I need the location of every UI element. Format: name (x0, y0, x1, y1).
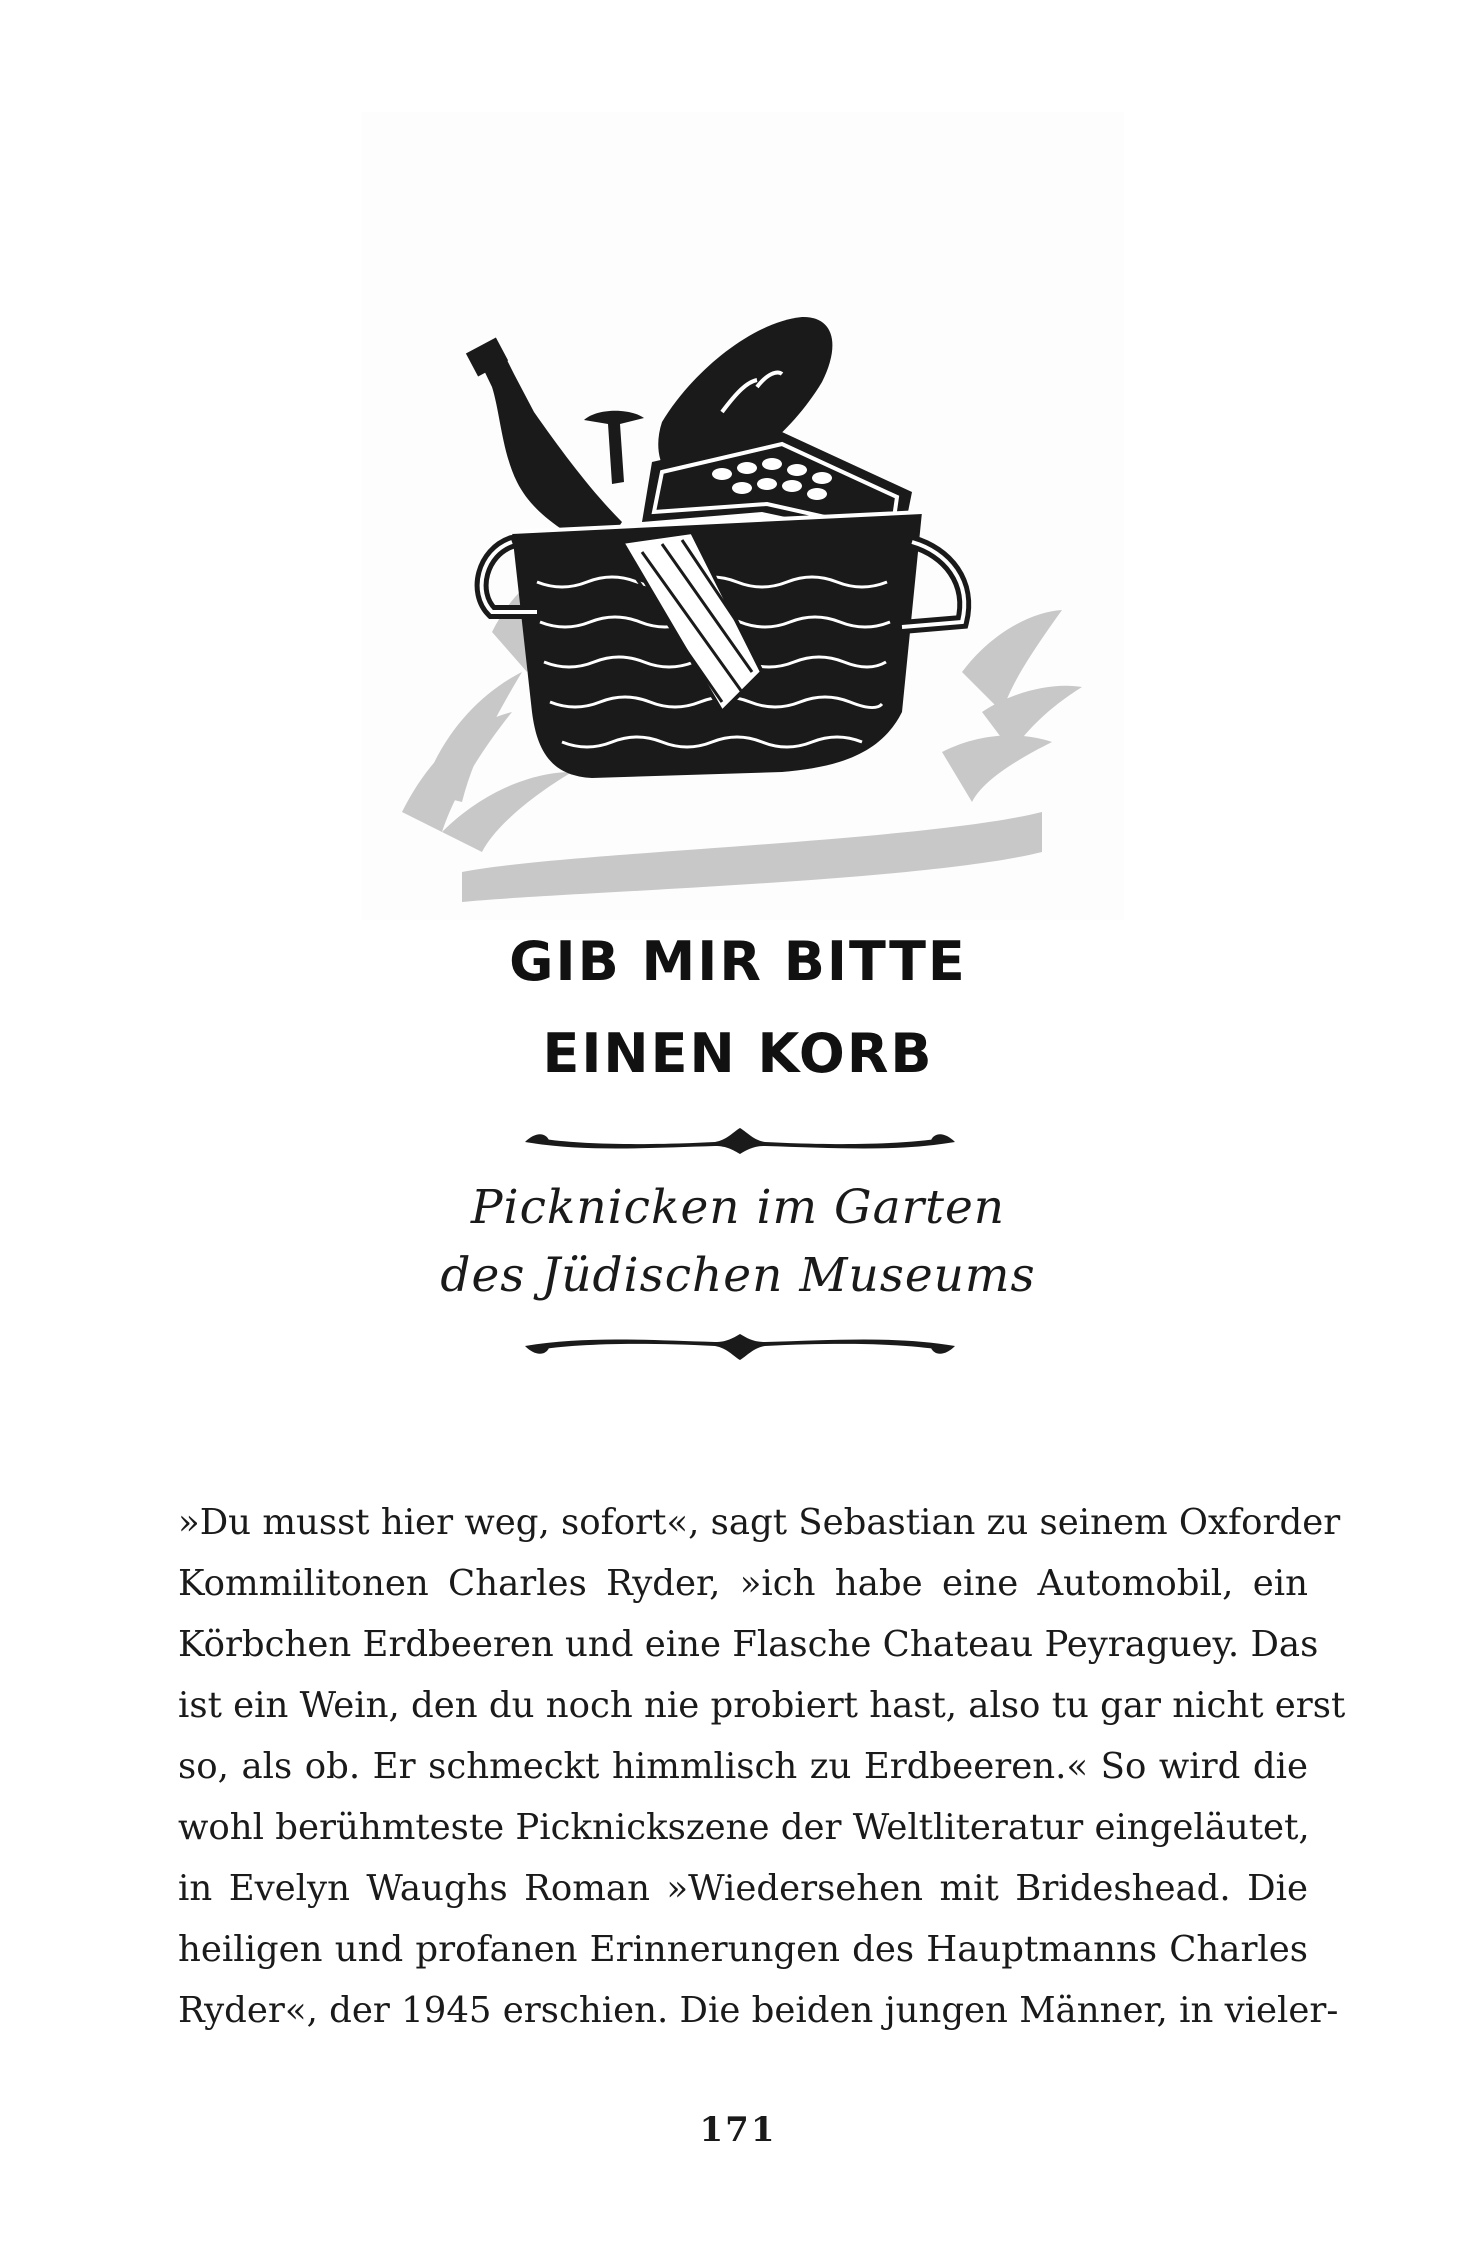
body-line: in Evelyn Waughs Roman »Wiedersehen mit Brideshead. Die (178, 1868, 1308, 1909)
body-line: Körbchen Erdbeeren und eine Flasche Chateau Peyraguey. Das (178, 1624, 1319, 1665)
subtitle-line-2: des Jüdischen Museums (440, 1248, 1036, 1303)
body-line: Ryder«, der 1945 erschien. Die beiden jungen Männer, in vieler- (178, 1990, 1339, 2031)
body-line: heiligen und profanen Erinnerungen des Hauptmanns Charles (178, 1929, 1308, 1970)
chapter-title-line-1: GIB MIR BITTE (509, 930, 967, 993)
subtitle-line-1: Picknicken im Garten (470, 1180, 1006, 1235)
page-number: 171 (699, 2110, 777, 2150)
body-line: ist ein Wein, den du noch nie probiert hast, also tu gar nicht erst (178, 1685, 1346, 1726)
chapter-title-line-2: EINEN KORB (542, 1022, 934, 1085)
flourish-divider-icon (515, 1120, 965, 1160)
body-line: so, als ob. Er schmeckt himmlisch zu Erdbeeren.« So wird die (178, 1746, 1308, 1787)
flourish-divider-icon (515, 1328, 965, 1368)
flourish-divider-bottom (515, 1328, 965, 1368)
picnic-basket-icon (362, 112, 1124, 920)
body-line: wohl berühmteste Picknickszene der Weltliteratur eingeläutet, (178, 1807, 1310, 1848)
body-line: »Du musst hier weg, sofort«, sagt Sebastian zu seinem Oxforder (178, 1502, 1341, 1543)
flourish-divider-top (515, 1120, 965, 1160)
body-paragraph (178, 1492, 1346, 2041)
picnic-basket-illustration (362, 112, 1124, 920)
body-line: Kommilitonen Charles Ryder, »ich habe eine Automobil, ein (178, 1563, 1308, 1604)
